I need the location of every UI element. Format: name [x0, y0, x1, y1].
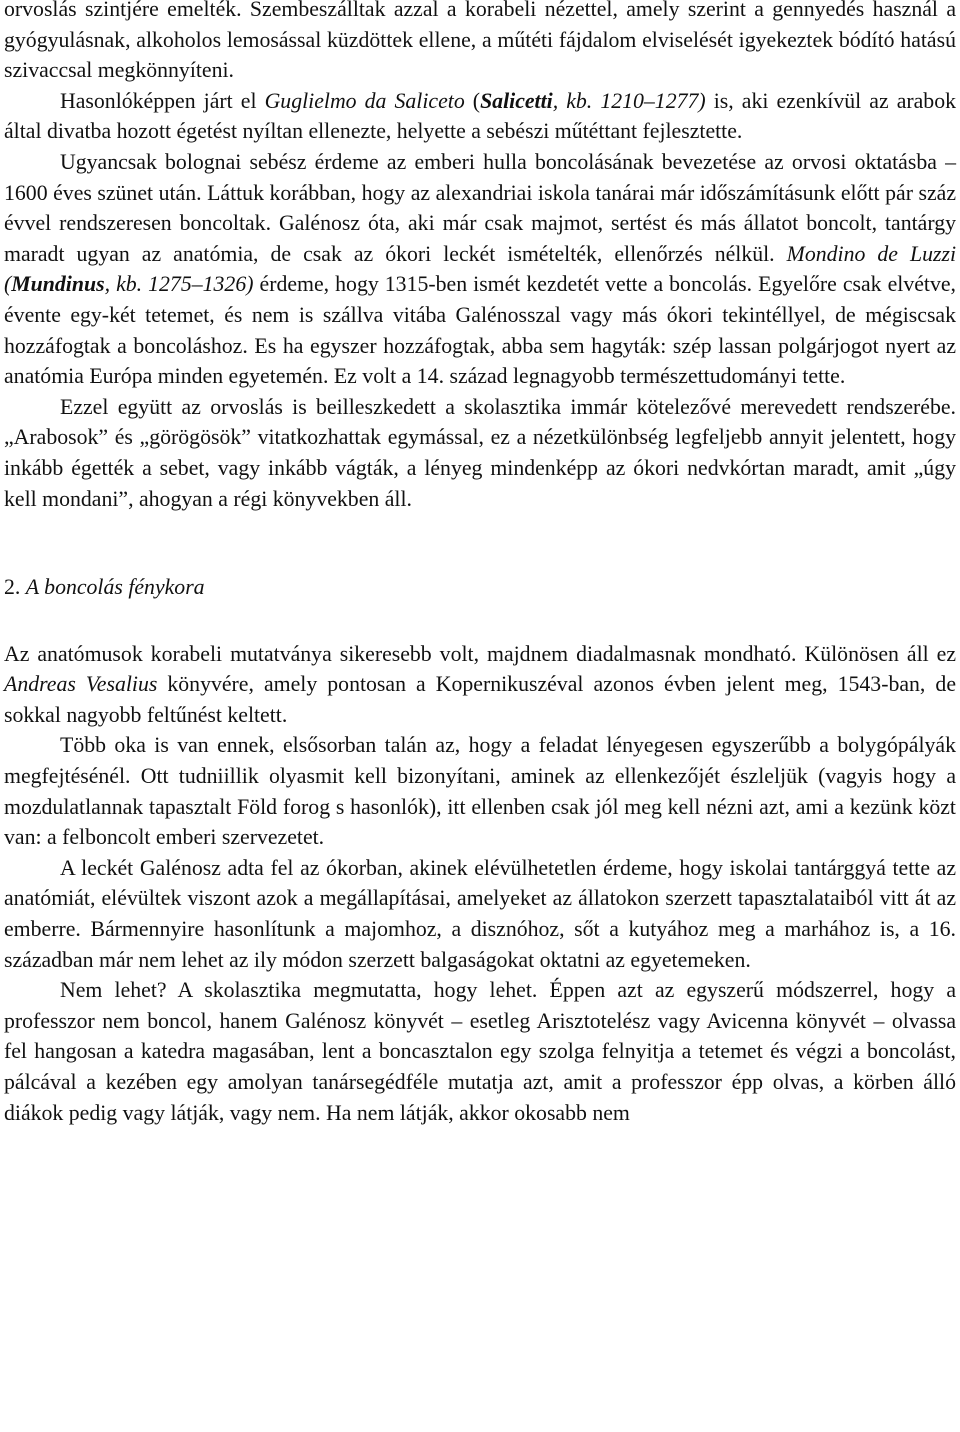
person-name: Guglielmo da Saliceto: [264, 88, 465, 113]
paragraph-text: könyvére, amely pontosan a Kopernikuszéval azonos évben jelent meg, 1543-ban, de sokkal nagyobb feltűnést keltett.: [4, 672, 956, 727]
section-number: 2.: [4, 575, 26, 600]
paragraph-text: Hasonlóképpen járt el: [60, 88, 265, 113]
paragraph-vesalius: [4, 639, 956, 731]
paren-open: (: [4, 272, 12, 297]
paragraph-text: A leckét Galénosz adta fel az ókorban, akinek elévülhetetlen érdeme, hogy iskolai tantárggyá tette az anatómiát, elévültek viszont azok a megállapításai, amelyeket az állatokon szerzett tapasztalataiból vitt át az emberre. Bármennyire hasonlítunk a majomhoz, a disznóhoz, sőt a kutyához meg a marhához is, a 16. században már nem lehet az ily módon szerzett balgaságokat oktatni az egyetemeken.: [4, 855, 956, 972]
paragraph-galen: [4, 853, 956, 975]
section-heading: [4, 572, 956, 603]
person-name: Andreas Vesalius: [4, 672, 158, 697]
document-page: [4, 0, 956, 1128]
section-title: A boncolás fénykora: [25, 575, 205, 600]
paragraph-saliceto: [4, 86, 956, 147]
paragraph-text: is, aki ezenkívül az arabok által divatba hozott égetést nyíltan ellenezte, helyette a sebészi műtéttant fejlesztette.: [4, 88, 956, 144]
paragraph-dissection: [4, 147, 956, 392]
paragraph-text: Az anatómusok korabeli mutatványa sikeresebb volt, majdnem diadalmasnak mondható. Különösen áll ez: [4, 641, 956, 666]
paragraph-reasons: [4, 730, 956, 852]
person-name: Mondino de Luzzi: [786, 241, 957, 266]
paragraph-text: Ugyancsak bolognai sebész érdeme az emberi hulla boncolásának bevezetése az orvosi oktatásba – 1600 éves szünet után. Láttuk korábban, hogy az alexandriai iskola tanárai már időszámításunk előtt pár száz évvel rendszeresen boncoltak. Galénosz óta, aki már csak majmot, sertést és más állatot boncolt, tantárgy maradt ugyan az anatómia, de csak az ókori leckét ismételték, ellenőrzés nélkül.: [4, 149, 956, 266]
paragraph-text: Ezzel együtt az orvoslás is beilleszkedett a skolasztika immár kötelezővé merevedett rendszerébe. „Arabosok” és „görögösök” vitatkozhattak egymással, ez a nézetkülönbség legfeljebb annyit jelentett, hogy inkább égették a sebet, vagy inkább vágták, a lényeg mindenképp az ókori nedvkórtan maradt, amit „úgy kell mondani”, ahogyan a régi könyvekben áll.: [4, 394, 956, 511]
paragraph-text: (: [464, 88, 481, 113]
person-alias: Salicetti: [480, 88, 553, 113]
paragraph-surgery-intro: [4, 0, 956, 86]
paragraph-text: Több oka is van ennek, elsősorban talán az, hogy a feladat lényegesen egyszerűbb a bolygópályák megfejtésénél. Ott tudniillik olyasmit kell bizonyítani, aminek az ellenkezőjét észleljük (vagyis hogy a mozdulatlannak tapasztalt Föld forog s hasonlók), itt ellenben csak jól meg kell nézni azt, ami a kezünk közt van: a felboncolt emberi szervezetet.: [4, 733, 956, 850]
life-dates: , kb. 1275–1326): [104, 272, 254, 297]
life-dates: , kb. 1210–1277): [552, 88, 706, 113]
paragraph-text: érdeme, hogy 1315-ben ismét kezdetét vette a boncolás. Egyelőre csak elvétve, évente egy-két tetemet, és nem is szállva vitába Galénosszal vagy más ókori tekintéllyel, de mégiscsak hozzáfogtak a boncoláshoz. Es ha egyszer hozzáfogtak, abba sem hagyták: szép lassan polgárjogot nyert az anatómia Európa minden egyetemén. Ez volt a 14. század legnagyobb természettudományi tette.: [4, 272, 956, 389]
person-alias: Mundinus: [11, 272, 105, 297]
paragraph-text: Nem lehet? A skolasztika megmutatta, hogy lehet. Éppen azt az egyszerű módszerrel, hogy a professzor nem boncol, hanem Galénosz könyvét – esetleg Arisztotelész vagy Avicenna könyvét – olvassa fel hangosan a katedra magasában, lent a boncasztalon egy szolga felnyitja a tetemet és végzi a boncolást, pálcával a kezében egy amolyan tanársegédféle mutatja azt, amit a professzor épp olvas, a körben álló diákok pedig vagy látják, vagy nem. Ha nem látják, akkor okosabb nem: [4, 978, 956, 1125]
paragraph-scholasticism: [4, 392, 956, 514]
paragraph-professor: [4, 975, 956, 1128]
paragraph-text: orvoslás szintjére emelték. Szembeszálltak azzal a korabeli nézettel, amely szerint a gennyedés használ a gyógyulásnak, alkoholos lemosással küzdöttek ellene, a műtéti fájdalom elviselését igyekeztek bódító hatású szivaccsal megkönnyíteni.: [4, 0, 956, 83]
